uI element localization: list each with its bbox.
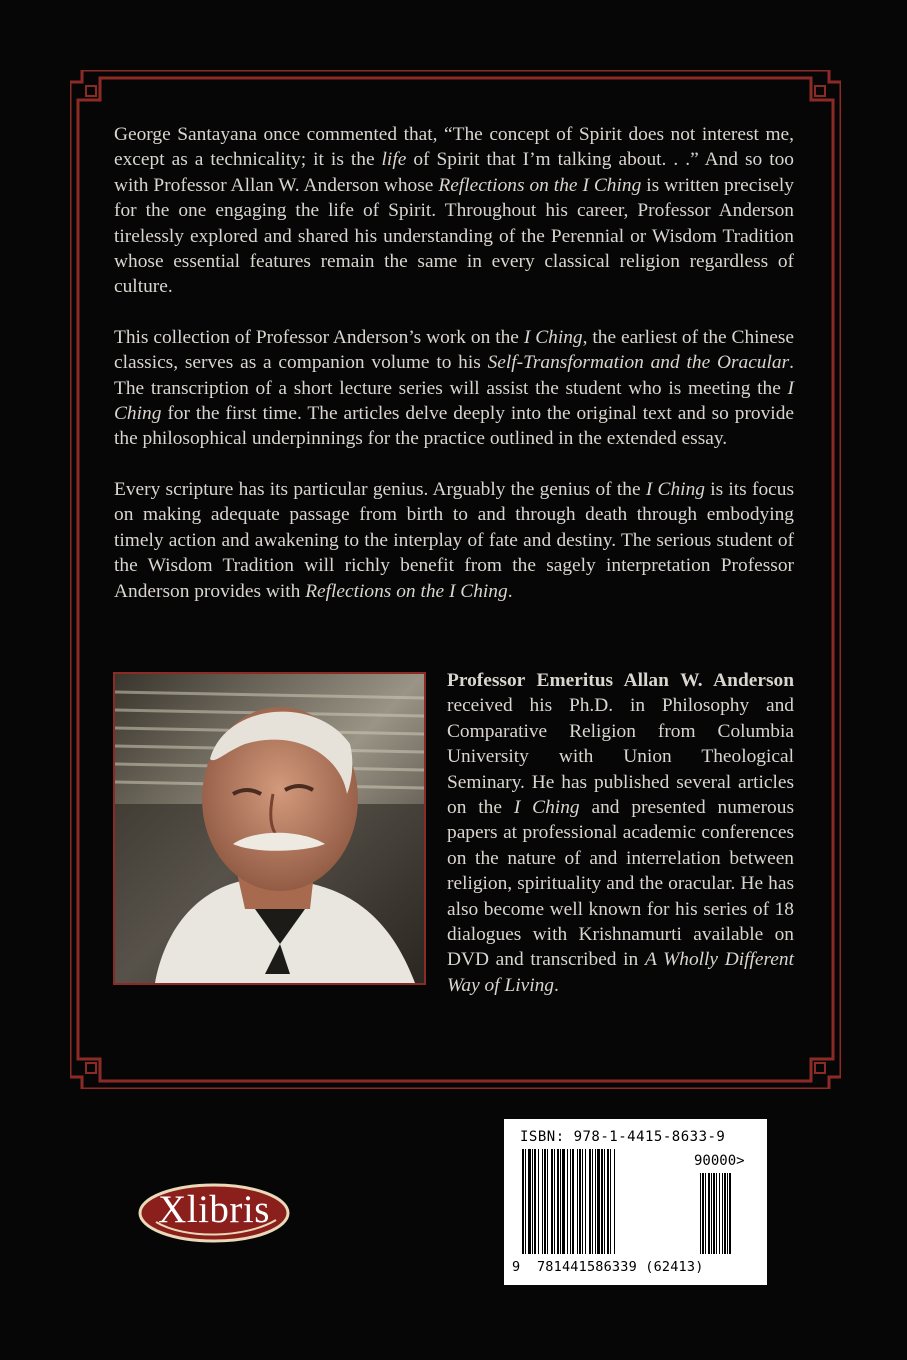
barcode-bar bbox=[589, 1149, 591, 1254]
barcode-bar bbox=[592, 1149, 593, 1254]
isbn-text: ISBN: 978-1-4415-8633-9 bbox=[520, 1129, 726, 1145]
addon-bar bbox=[705, 1173, 706, 1254]
description-text bbox=[114, 122, 794, 629]
barcode-bar bbox=[604, 1149, 605, 1254]
barcode-bar bbox=[572, 1149, 574, 1254]
barcode-bar bbox=[538, 1149, 539, 1254]
barcode-bar bbox=[560, 1149, 561, 1254]
barcode-bars bbox=[522, 1149, 752, 1261]
barcode-bar bbox=[542, 1149, 543, 1254]
barcode-bar bbox=[579, 1149, 581, 1254]
addon-bar bbox=[719, 1173, 720, 1254]
barcode-bar bbox=[562, 1149, 565, 1254]
barcode-bar bbox=[534, 1149, 536, 1254]
addon-bar bbox=[724, 1173, 726, 1254]
ean-digits: 9 781441586339 (62413) bbox=[512, 1259, 704, 1275]
addon-bar bbox=[727, 1173, 728, 1254]
addon-bar bbox=[722, 1173, 723, 1254]
barcode-bar bbox=[557, 1149, 559, 1254]
barcode-bar bbox=[567, 1149, 568, 1254]
addon-bar bbox=[708, 1173, 710, 1254]
addon-bar bbox=[711, 1173, 712, 1254]
logo-text: Xlibris bbox=[158, 1188, 270, 1231]
addon-bar bbox=[729, 1173, 731, 1254]
barcode-bar bbox=[614, 1149, 615, 1254]
barcode-bar bbox=[585, 1149, 586, 1254]
paragraph-1: George Santayana once commented that, “The concept of Spirit does not interest me, except as a technicality; it is the life of Spirit that I’m talking about. . .” And so too with Professor Allan W. Anderson whose Reflections on the I Ching is written precisely for the one engaging the life of Spirit. Throughout his career, Professor Anderson tirelessly explored and shared his understanding of the Perennial or Wisdom Tradition whose essential features remain the same in every classical religion regardless of culture. bbox=[114, 124, 794, 298]
barcode-bar bbox=[610, 1149, 611, 1254]
barcode-bar bbox=[551, 1149, 553, 1254]
barcode-bar bbox=[570, 1149, 571, 1254]
barcode-bar bbox=[532, 1149, 533, 1254]
addon-bar bbox=[716, 1173, 717, 1254]
barcode-bar bbox=[607, 1149, 609, 1254]
barcode-bar bbox=[528, 1149, 531, 1254]
barcode-bar bbox=[554, 1149, 555, 1254]
author-name: Professor Emeritus Allan W. Anderson bbox=[447, 670, 794, 691]
isbn-barcode bbox=[504, 1119, 767, 1285]
price-code: 90000> bbox=[694, 1153, 745, 1169]
barcode-bar bbox=[525, 1149, 526, 1254]
barcode-bar bbox=[601, 1149, 603, 1254]
author-bio: Professor Emeritus Allan W. Anderson received his Ph.D. in Philosophy and Comparative Religion from Columbia University with Union Theological Seminary. He has published several articles on the I Ching and presented numerous papers at professional academic conferences on the nature of and interrelation between religion, spirituality and the oracular. He has also become well known for his series of 18 dialogues with Krishnamurti available on DVD and transcribed in A Wholly Different Way of Living. bbox=[447, 670, 794, 996]
barcode-bar bbox=[522, 1149, 524, 1254]
barcode-bar bbox=[547, 1149, 548, 1254]
xlibris-logo bbox=[136, 1180, 292, 1246]
paragraph-3: Every scripture has its particular genius. Arguably the genius of the I Ching is its focus on making adequate passage from birth to and through death through embodying timely action and awakening to the interplay of fate and destiny. The serious student of the Wisdom Tradition will richly benefit from the sagely interpretation Professor Anderson provides with Reflections on the I Ching. bbox=[114, 478, 794, 602]
author-photo bbox=[113, 672, 426, 985]
addon-bar bbox=[713, 1173, 715, 1254]
barcode-bar bbox=[544, 1149, 546, 1254]
barcode-bar bbox=[597, 1149, 600, 1254]
addon-bar bbox=[700, 1173, 701, 1254]
paragraph-2: This collection of Professor Anderson’s work on the I Ching, the earliest of the Chinese classics, serves as a companion volume to his Self-Transformation and the Oracular. The transcription of a short lecture series will assist the student who is meeting the I Ching for the first time. The articles delve deeply into the original text and so provide the philosophical underpinnings for the practice outlined in the extended essay. bbox=[114, 326, 795, 450]
barcode-bar bbox=[582, 1149, 583, 1254]
barcode-bar bbox=[595, 1149, 596, 1254]
addon-bar bbox=[702, 1173, 704, 1254]
barcode-bar bbox=[577, 1149, 578, 1254]
